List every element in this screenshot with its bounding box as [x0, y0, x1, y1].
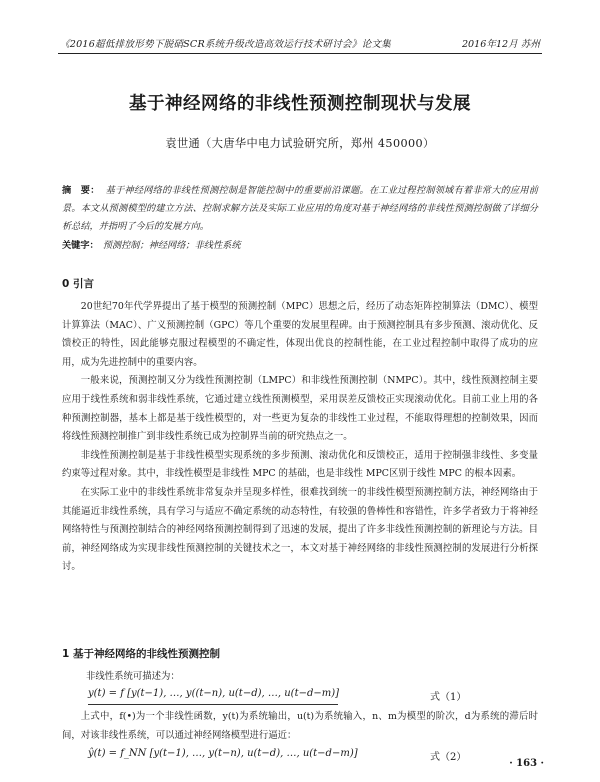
paragraph: 非线性预测控制是基于非线性模型实现系统的多步预测、滚动优化和反馈校正，适用于控制强非线性、多变量约束等过程对象。其中，非线性模型是非线性 MPC 的基础，也是非线性 MPC区别于线性 MPC 的根本因素。: [62, 449, 538, 480]
equation-1: [88, 688, 538, 706]
page-number: · 163 ·: [509, 758, 544, 769]
paper-title: 基于神经网络的非线性预测控制现状与发展: [129, 94, 471, 114]
paragraph: 一般来说，预测控制又分为线性预测控制（LMPC）和非线性预测控制（NMPC）。其中，线性预测控制主要应用于线性系统和弱非线性系统，它通过建立线性预测模型，采用误差反馈校正实现滚动优化。目前工业上用的各种预测控制器，基本上都是基于线性模型的，对一些更为复杂的非线性工业过程，不能取得理想的控制效果，因而将线性预测控制推广到非线性系统已成为控制界当前的研究热点之一。: [62, 375, 538, 443]
abstract-text: 基于神经网络的非线性预测控制是智能控制中的重要前沿课题。在工业过程控制领域有着非常大的应用前景。本文从预测模型的建立方法、控制求解方法及实际工业应用的角度对基于神经网络的非线性预测控制做了详细分析总结，并指明了今后的发展方向。: [62, 185, 539, 232]
abstract: [62, 182, 538, 236]
equation-1-label: 式（1）: [430, 692, 467, 703]
equation-2-formula: ŷ(t) = f_NN [y(t−1), …, y(t−n), u(t−d), …, u(t−d−m)]: [88, 748, 358, 759]
keywords: [62, 238, 538, 254]
abstract-label: 摘 要：: [62, 185, 100, 196]
equation-1-formula: y(t) = f [y(t−1), …, y((t−n), u(t−d), …, u(t−d−m)]: [88, 688, 340, 699]
paragraph: 上式中，f(•)为一个非线性函数，y(t)为系统输出，u(t)为系统输入，n、m为模型的阶次，d为系统的滞后时间，对该非线性系统，可以通过神经网络模型进行逼近：: [62, 711, 538, 741]
keywords-label: 关键字：: [62, 240, 99, 251]
running-head: [60, 36, 540, 52]
section-1-intro: 非线性系统可描述为：: [86, 671, 180, 682]
section-1-heading: 1 基于神经网络的非线性预测控制: [62, 648, 220, 660]
equation-2: [88, 748, 538, 766]
header-rule: [58, 53, 542, 54]
running-head-left: 《2016超低排放形势下脱硝SCR系统升级改造高效运行技术研讨会》论文集: [60, 39, 391, 50]
section-1-explain: [62, 708, 538, 745]
equation-underline: [88, 704, 338, 705]
running-head-right: 2016年12月 苏州: [461, 39, 540, 50]
paragraph: 在实际工业中的非线性系统非常复杂并呈现多样性，很难找到统一的非线性模型预测控制方法，神经网络由于其能逼近非线性系统，具有学习与适应不确定系统的动态特性，有较强的鲁棒性和容错性，许多学者致力于将神经网络特性与预测控制结合的神经网络预测控制得到了迅速的发展，提出了许多非线性预测控制的新理论与方法。目前，神经网络成为实现非线性预测控制的关键技术之一，本文对基于神经网络的非线性预测控制的发展进行分析探讨。: [62, 486, 538, 573]
equation-2-label: 式（2）: [430, 752, 467, 763]
keywords-text: 预测控制；神经网络；非线性系统: [102, 240, 241, 251]
paragraph: 20世纪70年代学界提出了基于模型的预测控制（MPC）思想之后，经历了动态矩阵控制算法（DMC）、模型计算算法（MAC）、广义预测控制（GPC）等几个重要的发展里程碑。由于预测控制具有多步预测、滚动优化、反馈校正的特性，因此能够克服过程模型的不确定性，体现出优良的控制性能，在工业过程控制中取得了成功的应用，成为先进控制中的重要内容。: [62, 301, 538, 368]
section-0-heading: 0 引言: [62, 278, 94, 290]
section-0-body: [62, 298, 538, 577]
author-affiliation: 袁世通（大唐华中电力试验研究所，郑州 450000）: [165, 137, 435, 150]
